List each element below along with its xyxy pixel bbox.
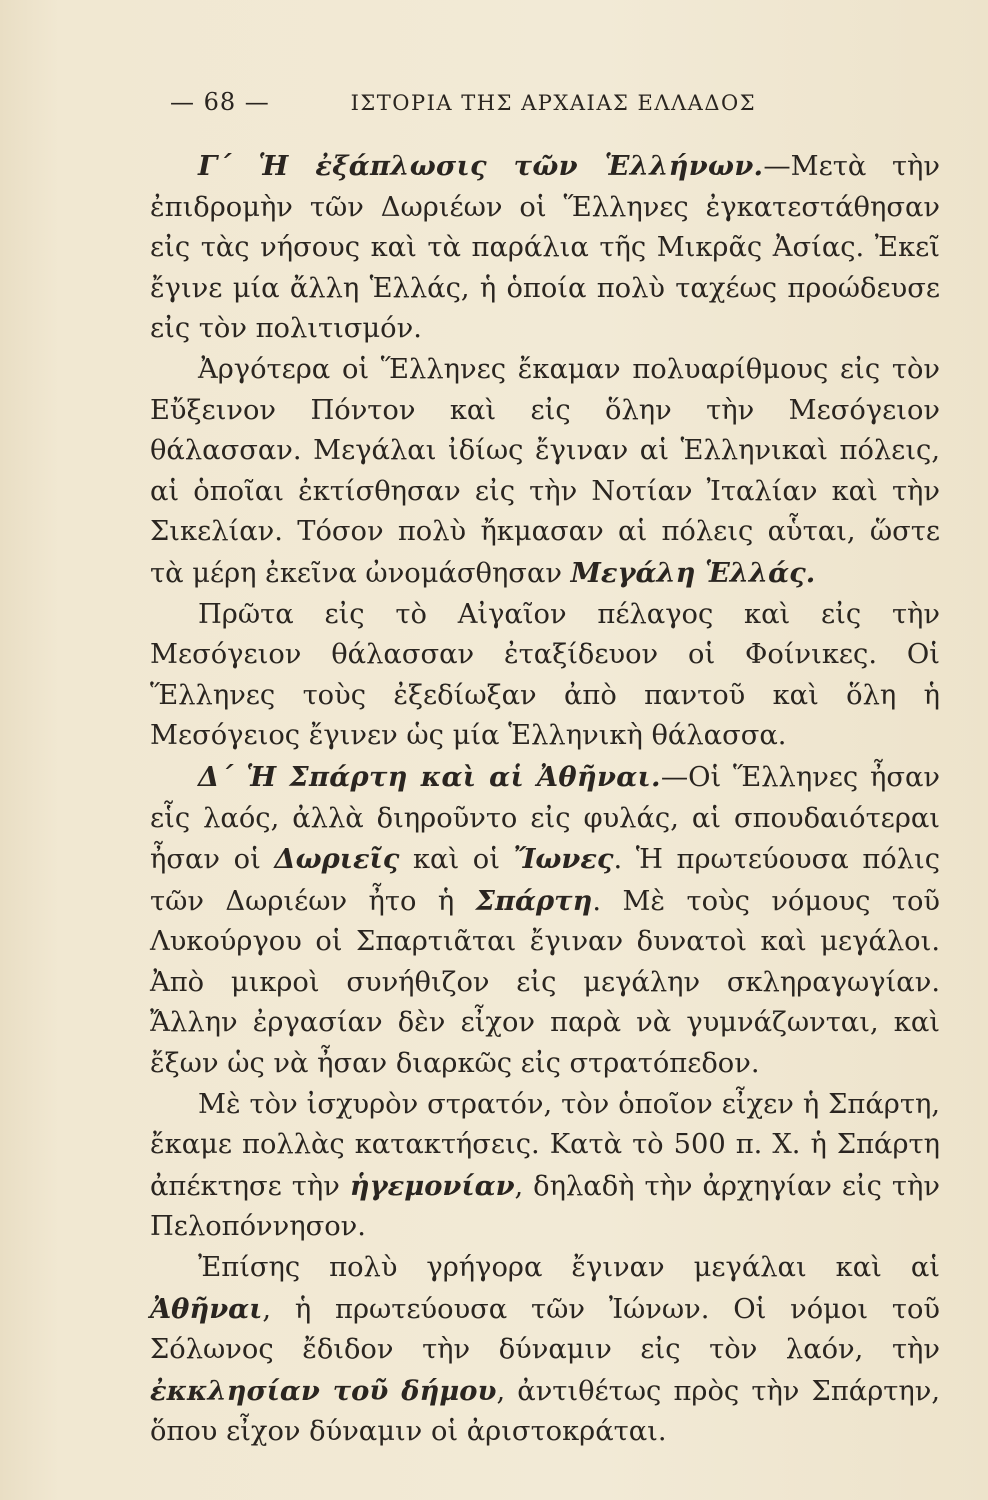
- paragraph-text: , ἀντιθέτως πρὸς τὴν Σπάρτην, ὅπου εἶχον δύναμιν οἱ ἀριστοκράται.: [150, 1375, 940, 1448]
- section-heading: Δ΄ Ἡ Σπάρτη καὶ αἱ Ἀθῆναι.: [198, 760, 661, 793]
- emphasized-term: ἐκκλησίαν τοῦ δήμου: [150, 1374, 497, 1407]
- emphasized-term: ἡγεμονίαν: [349, 1169, 515, 1202]
- running-title: ΙΣΤΟΡΙΑ ΤΗΣ ΑΡΧΑΙΑΣ ΕΛΛΑΔΟΣ: [350, 91, 757, 115]
- emphasized-term: Ἀθῆναι: [150, 1292, 263, 1325]
- paragraph: [150, 757, 940, 1085]
- paragraph-text: Ἐπίσης πολὺ γρήγορα ἔγιναν μεγάλαι καὶ αἱ: [198, 1252, 940, 1284]
- paragraph-text: . Μὲ τοὺς νόμους τοῦ Λυκούργου οἱ Σπαρτιᾶται ἔγιναν δυνατοὶ καὶ μεγάλοι. Ἀπὸ μικροὶ συνήθιζον εἰς μεγάλην σκληραγωγίαν. Ἄλλην ἐργασίαν δὲν εἶχον παρὰ νὰ γυμνάζωνται, καὶ ἔξων ὡς νὰ ἦσαν διαρκῶς εἰς στρατόπεδον.: [150, 885, 940, 1080]
- paragraph-text: Ἀργότερα οἱ Ἕλληνες ἔκαμαν πολυαρίθμους εἰς τὸν Εὔξεινον Πόντον καὶ εἰς ὅλην τὴν Μεσόγειον θάλασσαν. Μεγάλαι ἰδίως ἔγιναν αἱ Ἑλληνικαὶ πόλεις, αἱ ὁποῖαι ἐκτίσθησαν εἰς τὴν Νοτίαν Ἰταλίαν καὶ τὴν Σικελίαν. Τόσον πολὺ ἤκμασαν αἱ πόλεις αὗται, ὥστε τὰ μέρη ἐκεῖνα ὠνομάσθησαν: [150, 353, 940, 589]
- paragraph: [150, 1248, 940, 1453]
- paragraph-text: , δηλαδὴ τὴν ἀρχηγίαν εἰς τὴν Πελοπόννησον.: [150, 1170, 940, 1243]
- emphasized-term: Ἴωνες: [513, 843, 614, 876]
- paragraph-text: , ἡ πρωτεύουσα τῶν Ἰώνων. Οἱ νόμοι τοῦ Σόλωνος ἔδιδον τὴν δύναμιν εἰς τὸν λαόν, τὴν: [150, 1293, 940, 1366]
- paragraph-text: Μὲ τὸν ἰσχυρὸν στρατόν, τὸν ὁποῖον εἶχεν ἡ Σπάρτη, ἔκαμε πολλὰς κατακτήσεις. Κατὰ τὸ 500 π. Χ. ἡ Σπάρτη ἀπέκτησε τὴν: [150, 1088, 940, 1202]
- paragraph-text: —Οἱ Ἕλληνες ἦσαν εἷς λαός, ἀλλὰ διηροῦντο εἰς φυλάς, αἱ σπουδαιότεραι ἦσαν οἱ: [150, 761, 940, 876]
- emphasized-term: Δωριεῖς: [274, 843, 400, 876]
- emphasized-term: Μεγάλη Ἑλλάς.: [570, 556, 816, 589]
- page-number: — 68 —: [170, 88, 270, 116]
- paragraph-text: Πρῶτα εἰς τὸ Αἰγαῖον πέλαγος καὶ εἰς τὴν Μεσόγειον θάλασσαν ἐταξίδευον οἱ Φοίνικες. Οἱ Ἕλληνες τοὺς ἐξεδίωξαν ἀπὸ παντοῦ καὶ ὅλη ἡ Μεσόγειος ἔγινεν ὡς μία Ἑλληνικὴ θάλασσα.: [150, 598, 940, 752]
- paragraph: [150, 350, 940, 595]
- emphasized-term: Σπάρτη: [475, 884, 593, 917]
- paragraph-text: καὶ οἱ: [399, 844, 514, 876]
- section-heading: Γ΄ Ἡ ἐξάπλωσις τῶν Ἑλλήνων.: [198, 150, 764, 182]
- paragraph: [150, 146, 940, 350]
- page-header: [170, 88, 940, 124]
- paragraph-text: —Μετὰ τὴν ἐπιδρομὴν τῶν Δωριέων οἱ Ἕλληνες ἐγκατεστάθησαν εἰς τὰς νήσους καὶ τὰ παράλια τῆς Μικρᾶς Ἀσίας. Ἐκεῖ ἔγινε μία ἄλλη Ἑλλάς, ἡ ὁποία πολὺ ταχέως προώδευσε εἰς τὸν πολιτισμόν.: [150, 151, 940, 345]
- paragraph: [150, 595, 940, 757]
- body-text: [150, 146, 940, 1453]
- paragraph: [150, 1085, 940, 1248]
- paragraph-text: . Ἡ πρωτεύουσα πόλις τῶν Δωριέων ἦτο ἡ: [150, 844, 940, 917]
